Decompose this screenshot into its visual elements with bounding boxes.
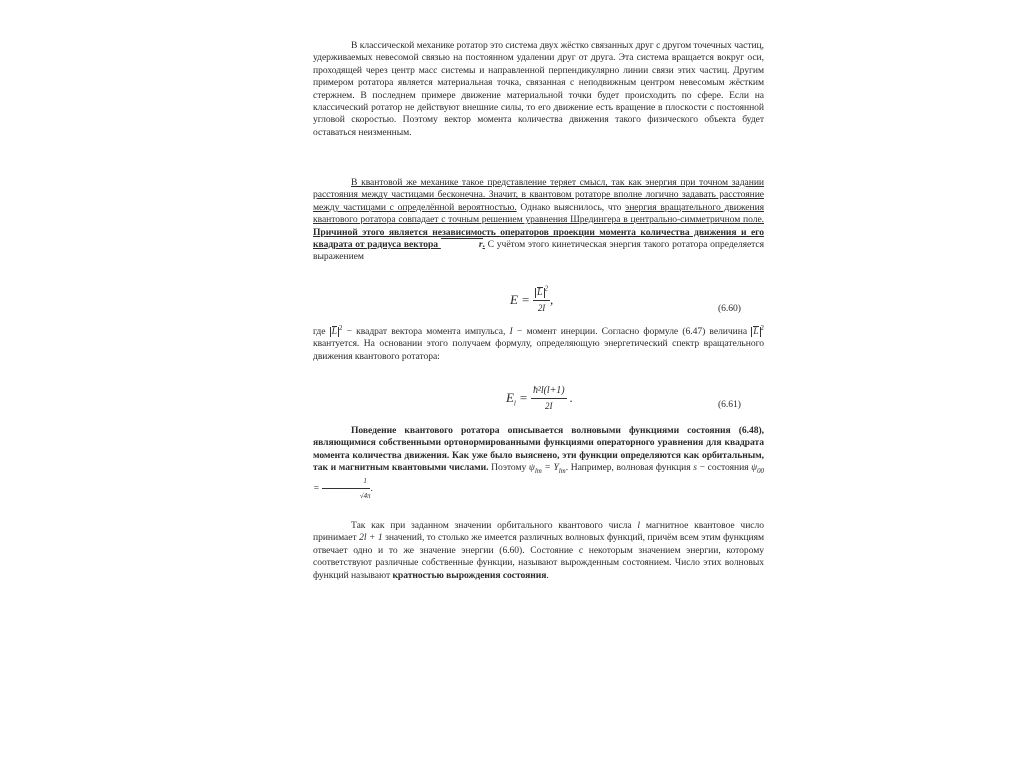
math-psi-00: $\psi_{00}$ = $\frac{1}{√4\pi}$ <box>313 462 764 501</box>
formula-6-60: E = $\frac{L ^2}{2I}$ , <box>510 284 554 314</box>
abs-L: L <box>753 326 759 337</box>
document-page <box>313 40 764 620</box>
paragraph-formula-explanation: где L $^2$ − квадрат вектора момента импульса, I − момент инерции. Согласно формуле (6.47) величина L $^2$ квантуется. На основании этого получаем формулу, определяющую энергетический спектр вращательного движения квантового ротатора: <box>313 323 764 362</box>
fraction: $\frac{\text{ħ²l(l+1)}}{2I}$ <box>532 385 565 412</box>
underlined-text: В квантовой же механике такое представление теряет смысл, так как энергия при точном задании расстояния между частицами бесконечна. Значит, в квантовом ротаторе вполне логично задавать расстояние между частицами с определённой вероятностью. <box>313 177 764 213</box>
paragraph-degeneracy: Так как при заданном значении орбитального квантового числа l магнитное квантовое число принимает 2l + 1 значений, то столько же имеется различных волновых функций, причём всем этим функциям отвечает одно и то же значение энергии (6.60). Состояние с некоторым значением энергии, которому соответствуют различные собственные функции, называют вырожденным состоянием. Число этих волновых функций называют кратностью вырождения состояния. <box>313 520 764 581</box>
formula-6-61: $E_l$ = $\frac{\text{ħ²l(l+1)}}{2I}$ . <box>506 385 573 412</box>
paragraph-wave-functions: Поведение квантового ротатора описывается волновыми функциями состояния (6.48), являющимися собственными ортонормированными функциями операторного уравнения для квадрата момента количества движения. Как уже было выяснено, эти функции определяются как орбитальным, так и магнитным квантовыми числами. Поэтому $\psi_{lm} = Y_{lm}$. Например, волновая функция s − состояния $\psi_{00}$ = $\frac{1}{√4\pi}$ . <box>313 425 764 501</box>
equation-number-6-60: (6.60) <box>718 303 741 314</box>
equation-number-6-61: (6.61) <box>718 399 741 410</box>
text: С учётом этого кинетическая энергия такого ротатора определяется выражением <box>313 239 764 263</box>
paragraph-quantum-rotator <box>313 177 764 264</box>
underlined-text: энергия вращательного движения квантового ротатора совпадает с точным решением уравнения Шредингера в центрально-симметричном поле. <box>313 201 765 226</box>
math-psi-lm: $\psi_{lm} = Y_{lm}$ <box>528 462 566 476</box>
abs-L: L <box>331 326 337 337</box>
paragraph-classical-rotator: В классической механике ротатор это система двух жёстко связанных друг с другом точечных частиц, удерживаемых невесомой связью на постоянном удалении друг от друга. Эта система вращается вокруг оси, проходящей через центр масс системы и направленной перпендикулярно линии связи этих частиц. Другим примером ротатора является материальная точка, связанная с неподвижным центром невесомым жёстким стержнем. В последнем примере движение материальной точки будет происходить по сфере. Если на классический ротатор не действуют внешние силы, то его движение есть вращение в плоскости с постоянной угловой скоростью. Поэтому вектор момента количества движения такого физического объекта будет оставаться неизменным. <box>313 40 764 138</box>
text: Однако выяснилось, что <box>516 201 626 213</box>
bold-underlined-text: Причиной этого является независимость операторов проекции момента количества движения и его квадрата от радиуса вектора r. <box>313 226 764 251</box>
vector-r: r <box>441 239 483 251</box>
fraction: $\frac{L ^2}{2I}$ <box>533 287 550 315</box>
